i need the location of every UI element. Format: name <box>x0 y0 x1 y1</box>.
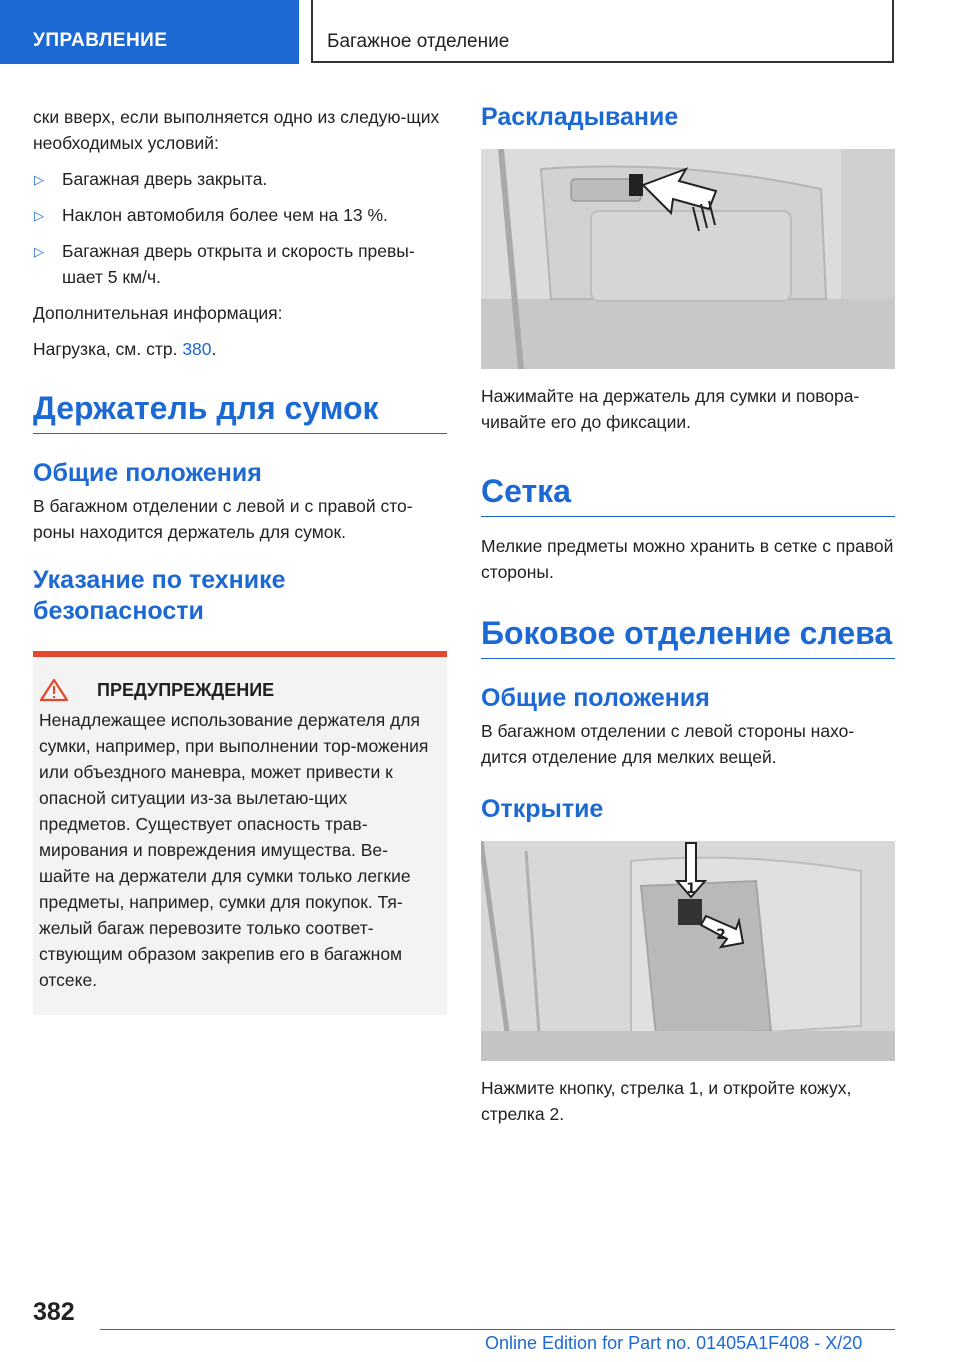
header-chapter-title: Багажное отделение <box>327 31 510 52</box>
heading-general-right: Общие положения <box>481 684 710 712</box>
list-item: ▷ Наклон автомобиля более чем на 13 %. <box>33 202 447 228</box>
warning-text: Ненадлежащее использование держателя для сумки, например, при выполнении тор-можения или объездного маневра, может привести к опасной ситуации из-за вылетаю-щих предметов. Существует опасность трав-мирования и повреждения имущества. Ве-шайте на держатели для сумки только легкие предметы, например, сумки для покупок. Тя-желый багаж перевозите только соответ-ствующим образом закрепив его в багажном отсеке. <box>39 710 429 990</box>
bag-holder-illustration <box>481 149 895 369</box>
heading-net: Сетка <box>481 473 895 517</box>
side-compartment-illustration <box>481 841 895 1061</box>
heading-safety: Указание по технике безопасности <box>33 566 286 625</box>
left-column <box>33 100 447 1015</box>
page-link[interactable]: 380 <box>182 339 212 359</box>
arrow-2-label: 2 <box>716 927 726 943</box>
heading-bag-holder: Держатель для сумок <box>33 390 447 434</box>
load-reference: Нагрузка, см. стр. 380. <box>33 339 217 359</box>
warning-triangle-icon <box>39 678 69 702</box>
open-caption: Нажмите кнопку, стрелка 1, и откройте кожух, стрелка 2. <box>481 1078 852 1124</box>
general-text: В багажном отделении с левой и с правой сто-роны находится держатель для сумок. <box>33 496 413 542</box>
list-item: ▷ Багажная дверь закрыта. <box>33 166 447 192</box>
warning-box <box>33 651 447 1015</box>
intro-text: ски вверх, если выполняется одно из следую-щих необходимых условий: <box>33 107 440 153</box>
triangle-bullet-icon: ▷ <box>34 172 44 187</box>
page-number: 382 <box>33 1298 75 1326</box>
side-text: В багажном отделении с левой стороны нахо-дится отделение для мелких вещей. <box>481 721 855 767</box>
footer-edition: Online Edition for Part no. 01405A1F408 - X/20 <box>485 1333 863 1353</box>
right-column <box>481 100 895 1127</box>
triangle-bullet-icon: ▷ <box>34 244 44 259</box>
heading-unfold: Раскладывание <box>481 103 679 131</box>
net-text: Мелкие предметы можно хранить в сетке с правой стороны. <box>481 536 894 582</box>
footer-divider <box>100 1329 895 1330</box>
warning-title: ПРЕДУПРЕЖДЕНИЕ <box>39 677 439 703</box>
header-section-title: УПРАВЛЕНИЕ <box>33 30 168 51</box>
unfold-caption: Нажимайте на держатель для сумки и повора-чивайте его до фиксации. <box>481 386 860 432</box>
triangle-bullet-icon: ▷ <box>34 208 44 223</box>
heading-general: Общие положения <box>33 459 262 487</box>
condition-list <box>33 166 447 290</box>
more-info-label: Дополнительная информация: <box>33 303 283 323</box>
heading-open: Открытие <box>481 795 604 823</box>
arrow-1-label: 1 <box>686 881 696 897</box>
heading-side-compartment: Боковое отделение слева <box>481 615 895 659</box>
header-chapter-box <box>311 0 894 63</box>
header-section-tab <box>0 0 299 64</box>
list-item: ▷ Багажная дверь открыта и скорость превы-шает 5 км/ч. <box>34 241 415 287</box>
